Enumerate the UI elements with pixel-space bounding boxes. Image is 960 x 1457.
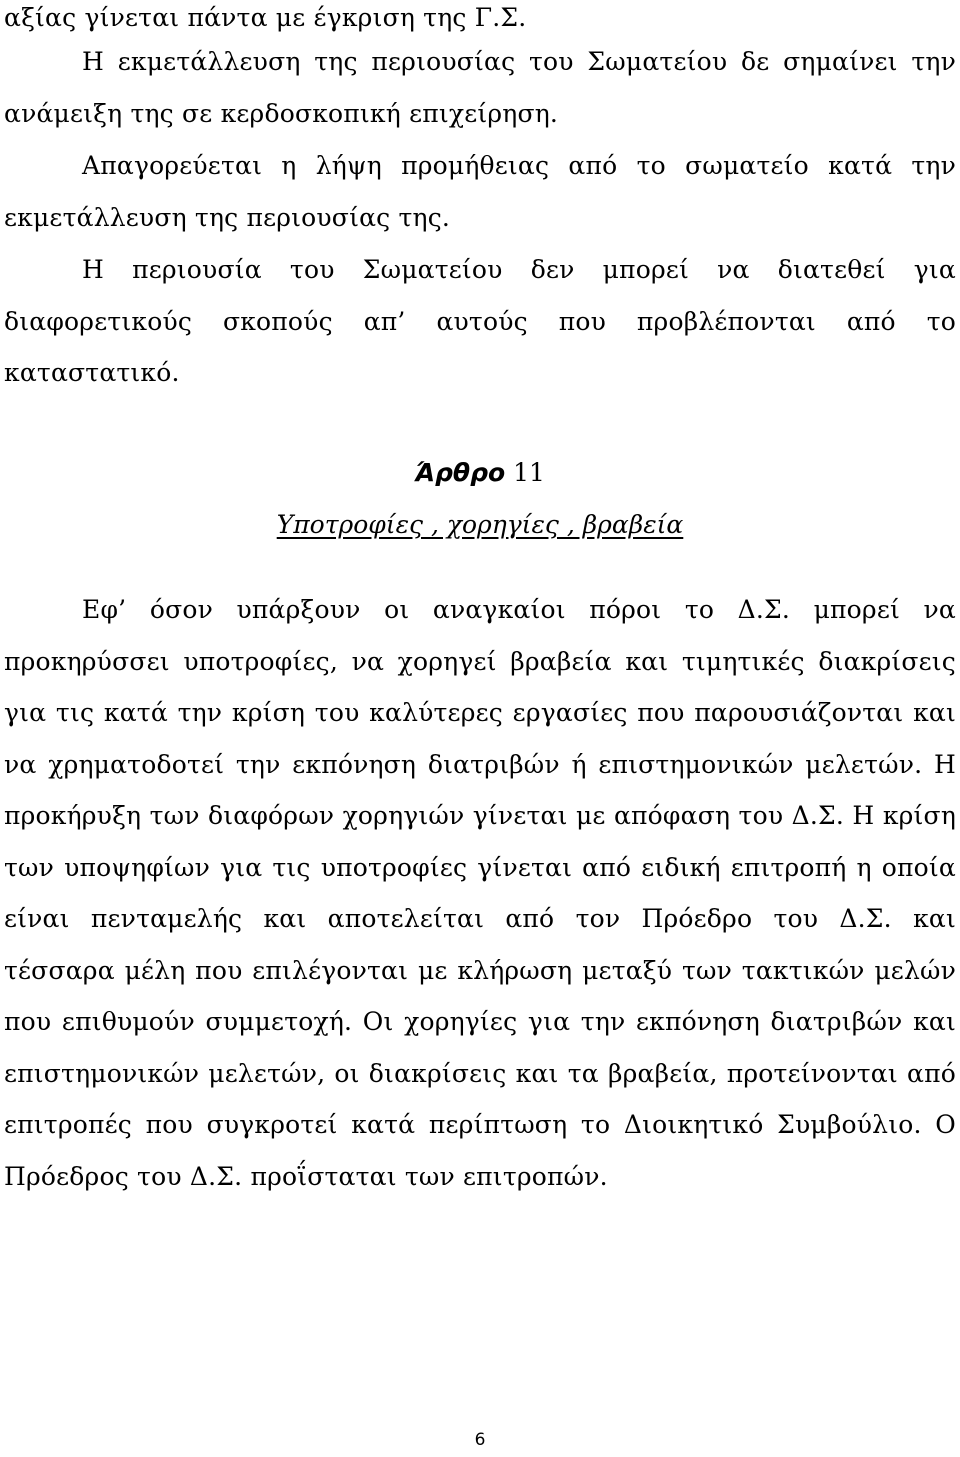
paragraph-property-exploitation: Η εκμετάλλευση της περιουσίας του Σωματείου δε σημαίνει την ανάμειξη της σε κερδοσκοπική επιχείρηση. — [4, 47, 956, 128]
paragraph-continuation: αξίας γίνεται πάντα με έγκριση της Γ.Σ. — [4, 3, 527, 32]
article-heading — [0, 458, 960, 487]
article-number: 11 — [513, 458, 545, 487]
article-label: Άρθρο — [415, 458, 506, 487]
paragraph-commission-prohibition: Απαγορεύεται η λήψη προμήθειας από το σωματείο κατά την εκμετάλλευση της περιουσίας της. — [4, 151, 956, 232]
paragraph-property-use: Η περιουσία του Σωματείου δεν μπορεί να διατεθεί για διαφορετικούς σκοπούς απ’ αυτούς που προβλέπονται από το καταστατικό. — [4, 255, 956, 387]
article-subtitle: Υποτροφίες , χορηγίες , βραβεία — [276, 510, 684, 539]
page-number: 6 — [474, 1430, 486, 1450]
paragraph-scholarships: Εφ’ όσον υπάρξουν οι αναγκαίοι πόροι το Δ.Σ. μπορεί να προκηρύσσει υποτροφίες, να χορηγεί βραβεία και τιμητικές διακρίσεις για τις κατά την κρίση του καλύτερες εργασίες που παρουσιάζονται και να χρηματοδοτεί την εκπόνηση διατριβών ή επιστημονικών μελετών. Η προκήρυξη των διαφόρων χορηγιών γίνεται με απόφαση του Δ.Σ. Η κρίση των υποψηφίων για τις υποτροφίες γίνεται από ειδική επιτροπή η οποία είναι πενταμελής και αποτελείται από τον Πρόεδρο του Δ.Σ. και τέσσαρα μέλη που επιλέγονται με κλήρωση μεταξύ των τακτικών μελών που επιθυμούν συμμετοχή. Οι χορηγίες για την εκπόνηση διατριβών και επιστημονικών μελετών, οι διακρίσεις και τα βραβεία, προτείνονται από επιτροπές που συγκροτεί κατά περίπτωση το Διοικητικό Συμβούλιο. Ο Πρόεδρος του Δ.Σ. προΐσταται των επιτροπών. — [4, 595, 956, 1191]
